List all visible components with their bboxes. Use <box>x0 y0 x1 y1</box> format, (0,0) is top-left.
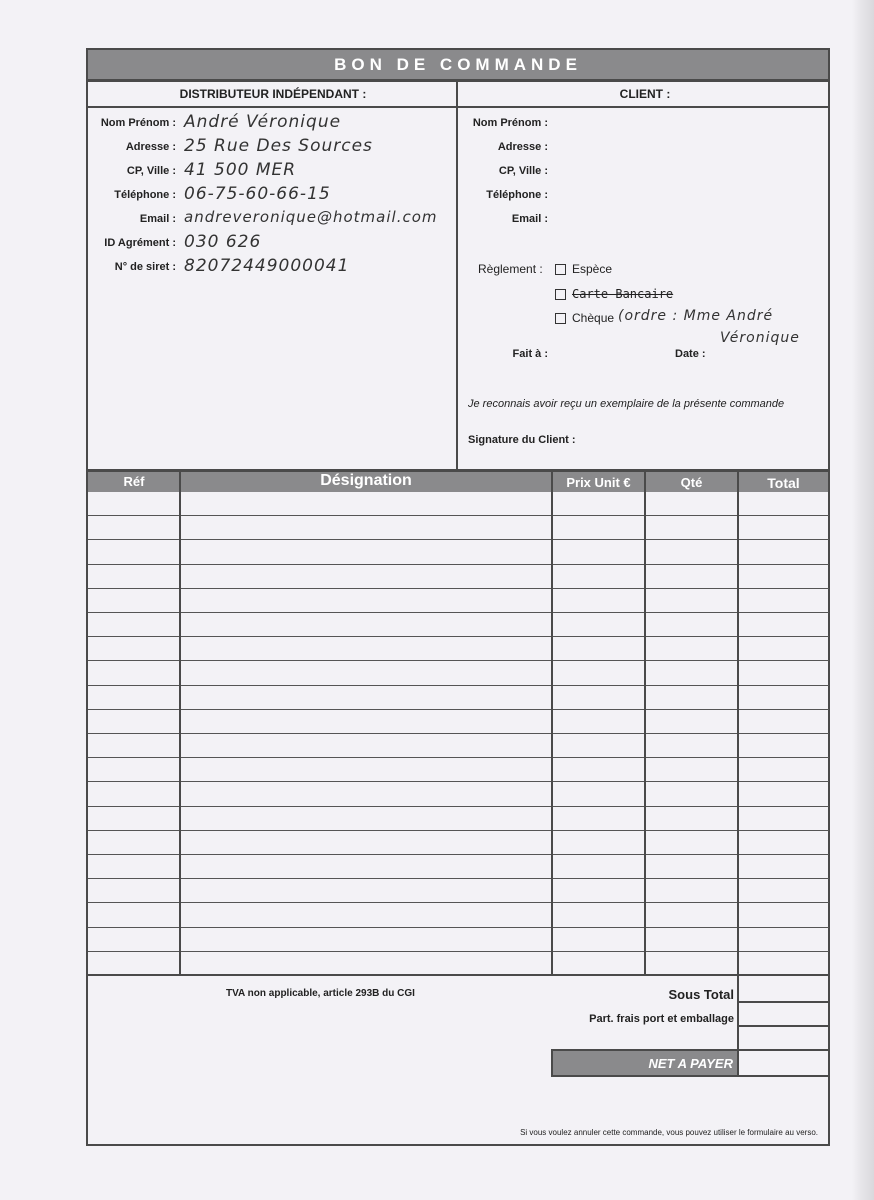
distributor-field-label: Email : <box>139 213 176 225</box>
table-row[interactable] <box>88 855 829 879</box>
table-row[interactable] <box>88 831 829 855</box>
distributor-field-value[interactable]: 06-75-60-66-15 <box>184 184 331 204</box>
totals-line-2 <box>737 1025 830 1027</box>
col-divider-qte <box>737 472 739 976</box>
col-divider-prix <box>644 472 646 976</box>
col-divider-designation <box>551 472 553 976</box>
header-qte: Qté <box>680 475 703 490</box>
header-designation: Désignation <box>320 472 412 489</box>
option-espece[interactable] <box>555 262 612 276</box>
frais-label: Part. frais port et emballage <box>589 1013 734 1025</box>
cheque-note-line2: Véronique <box>720 330 800 346</box>
distributor-field-label: Adresse : <box>125 141 176 153</box>
cheque-checkbox[interactable] <box>555 313 566 324</box>
table-row[interactable] <box>88 807 829 831</box>
table-row[interactable] <box>88 565 829 589</box>
distributor-field-label: CP, Ville : <box>126 165 176 177</box>
client-field-label: Téléphone : <box>486 189 548 201</box>
client-field-label: Email : <box>511 213 548 225</box>
table-row[interactable] <box>88 661 829 685</box>
sous-total-label: Sous Total <box>668 987 734 1002</box>
date-label: Date : <box>675 348 706 360</box>
cancel-note: Si vous voulez annuler cette commande, vous pouvez utiliser le formulaire au verso. <box>520 1128 818 1137</box>
distributor-field-value[interactable]: andreveronique@hotmail.com <box>184 208 438 226</box>
distributor-field-value[interactable]: 82072449000041 <box>184 256 350 276</box>
carte-checkbox[interactable] <box>555 289 566 300</box>
table-row[interactable] <box>88 710 829 734</box>
table-row[interactable] <box>88 734 829 758</box>
col-divider-ref <box>179 472 181 976</box>
table-row[interactable] <box>88 540 829 564</box>
client-field-label: Adresse : <box>497 141 548 153</box>
distributor-field-value[interactable]: 25 Rue Des Sources <box>184 136 373 156</box>
option-cheque[interactable] <box>555 311 614 325</box>
table-row[interactable] <box>88 589 829 613</box>
net-a-payer-label: NET A PAYER <box>648 1056 733 1071</box>
distributor-field-label: Nom Prénom : <box>100 117 176 129</box>
espece-label: Espèce <box>572 262 613 276</box>
header-prix-unit: Prix Unit € <box>566 475 631 490</box>
table-row[interactable] <box>88 952 829 976</box>
table-row[interactable] <box>88 686 829 710</box>
distributor-field-label: N° de siret : <box>114 261 176 273</box>
form-title: BON DE COMMANDE <box>86 48 830 81</box>
table-row[interactable] <box>88 613 829 637</box>
espece-checkbox[interactable] <box>555 264 566 275</box>
table-row[interactable] <box>88 516 829 540</box>
distributor-field-label: ID Agrément : <box>104 237 176 249</box>
tva-note: TVA non applicable, article 293B du CGI <box>226 988 415 999</box>
table-row[interactable] <box>88 782 829 806</box>
distributor-field-value[interactable]: 030 626 <box>184 232 262 252</box>
distributor-field-value[interactable]: 41 500 MER <box>184 160 297 180</box>
client-field-label: Nom Prénom : <box>472 117 548 129</box>
client-field-label: CP, Ville : <box>498 165 548 177</box>
distributor-field-label: Téléphone : <box>114 189 176 201</box>
distributor-field-value[interactable]: André Véronique <box>184 112 342 132</box>
header-total: Total <box>767 475 800 491</box>
signature-label: Signature du Client : <box>468 434 576 446</box>
table-row[interactable] <box>88 928 829 952</box>
client-heading: CLIENT : <box>619 87 671 101</box>
net-a-payer-box <box>551 1049 830 1077</box>
table-row[interactable] <box>88 637 829 661</box>
parties-divider <box>456 80 458 471</box>
table-row[interactable] <box>88 492 829 516</box>
scan-edge <box>852 0 874 1200</box>
distributor-heading: DISTRIBUTEUR INDÉPENDANT : <box>179 87 367 101</box>
table-row[interactable] <box>88 879 829 903</box>
cheque-label: Chèque <box>572 311 615 325</box>
fait-a-label: Fait à : <box>512 348 548 360</box>
parties-heading-line <box>86 106 830 108</box>
acknowledge-text: Je reconnais avoir reçu un exemplaire de la présente commande <box>468 398 785 410</box>
option-carte-bancaire[interactable] <box>555 287 673 301</box>
carte-label: Carte Bancaire <box>572 287 674 301</box>
reglement-label: Règlement : <box>478 262 543 276</box>
cheque-note-line1: (ordre : Mme André <box>618 308 774 324</box>
table-row[interactable] <box>88 903 829 927</box>
header-ref: Réf <box>123 474 145 489</box>
table-row[interactable] <box>88 758 829 782</box>
totals-line-1 <box>737 1001 830 1003</box>
